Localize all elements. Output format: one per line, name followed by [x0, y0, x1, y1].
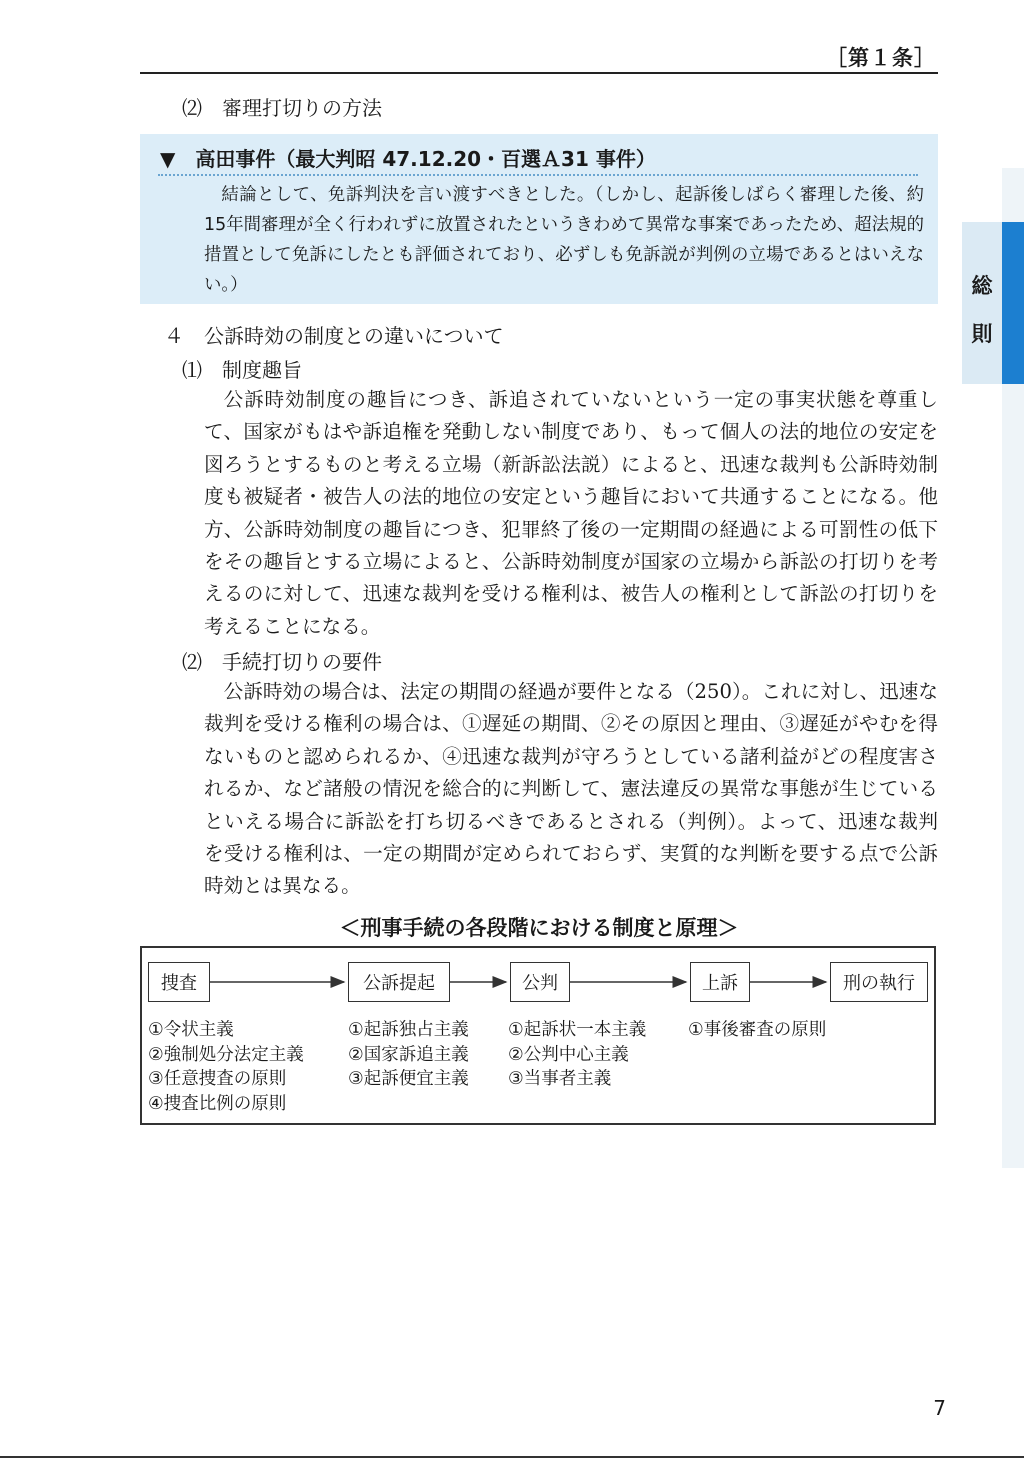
page-number: 7 [933, 1396, 946, 1420]
principle-item: ①令状主義 [148, 1020, 234, 1040]
case-body-text: 結論として、免訴判決を言い渡すべきとした。（しかし、起訴後しばらく審理した後、約15年間審理が全く行われずに放置されたというきわめて異常な事案であったため、超法規的措置として免訴にしたとも評価されており、必ずしも免訴説が判例の立場であるとはいえない。） [204, 185, 924, 295]
case-title: ▼ 高田事件（最大判昭 47.12.20・百選Ａ31 事件） [160, 147, 656, 171]
stage-box-prosecution: 公訴提起 [348, 962, 450, 1002]
purpose-text: 公訴時効制度の趣旨につき、訴追されていないという一定の事実状態を尊重して、国家がもはや訴追権を発動しない制度であり、もって個人の法的地位の安定を図ろうとするものと考える立場（新訴訟法説）によると、迅速な裁判も公訴時効制度も被疑者・被告人の法的地位の安定という趣旨において共通することになる。他方、公訴時効制度の趣旨につき、犯罪終了後の一定期間の経過による可罰性の低下をその趣旨とする立場によると、公訴時効制度が国家の立場から訴訟の打切りを考えるのに対して、迅速な裁判を受ける権利は、被告人の権利として訴訟の打切りを考えることになる。 [204, 388, 938, 638]
bottom-rule [0, 1456, 1024, 1458]
principles-investigation [148, 1018, 304, 1116]
principle-item: ②国家訴追主義 [348, 1044, 469, 1065]
diagram-title: ＜刑事手続の各段階における制度と原理＞ [339, 916, 739, 940]
principle-item: ②強制処分法定主義 [148, 1044, 304, 1065]
principle-item: ③任意捜査の原則 [148, 1069, 287, 1089]
stage-box-investigation: 捜査 [148, 962, 210, 1002]
principle-item: ③当事者主義 [508, 1069, 612, 1089]
principle-item: ①事後審査の原則 [688, 1020, 827, 1040]
stage-box-trial: 公判 [510, 962, 570, 1002]
requirements-text: 公訴時効の場合は、法定の期間の経過が要件となる（250）。これに対し、迅速な裁判を受ける権利の場合は、①遅延の期間、②その原因と理由、③遅延がやむを得ないものと認められるか、④迅速な裁判が守ろうとしている諸利益がどの程度害されるか、など諸般の情況を総合的に判断して、憲法違反の異常な事態が生じているといえる場合に訴訟を打ち切るべきであるとされる（判例）。よって、迅速な裁判を受ける権利は、一定の期間が定められておらず、実質的な判断を要する点で公訴時効とは異なる。 [204, 680, 938, 898]
stage-box-appeal: 上訴 [690, 962, 750, 1002]
principle-item: ①起訴状一本主義 [508, 1020, 647, 1040]
principle-item: ①起訴独占主義 [348, 1020, 469, 1040]
side-tab-char: 総 [971, 274, 993, 298]
principles-prosecution [348, 1018, 469, 1092]
section-heading-4: ４ 公訴時効の制度との違いについて [164, 324, 504, 348]
principle-item: ②公判中心主義 [508, 1044, 629, 1065]
principles-trial [508, 1018, 646, 1092]
article-label: ［第１条］ [826, 46, 936, 70]
subsection-heading-purpose: ⑴ 制度趣旨 [182, 358, 302, 382]
stage-box-execution: 刑の執行 [830, 962, 928, 1002]
principle-item: ③起訴便宜主義 [348, 1069, 469, 1089]
principles-appeal [688, 1018, 826, 1043]
side-tab-char: 則 [971, 322, 993, 346]
principle-item: ④捜査比例の原則 [148, 1093, 287, 1114]
section-heading-method: ⑵ 審理打切りの方法 [182, 96, 382, 120]
subsection-heading-requirements: ⑵ 手続打切りの要件 [182, 650, 382, 674]
